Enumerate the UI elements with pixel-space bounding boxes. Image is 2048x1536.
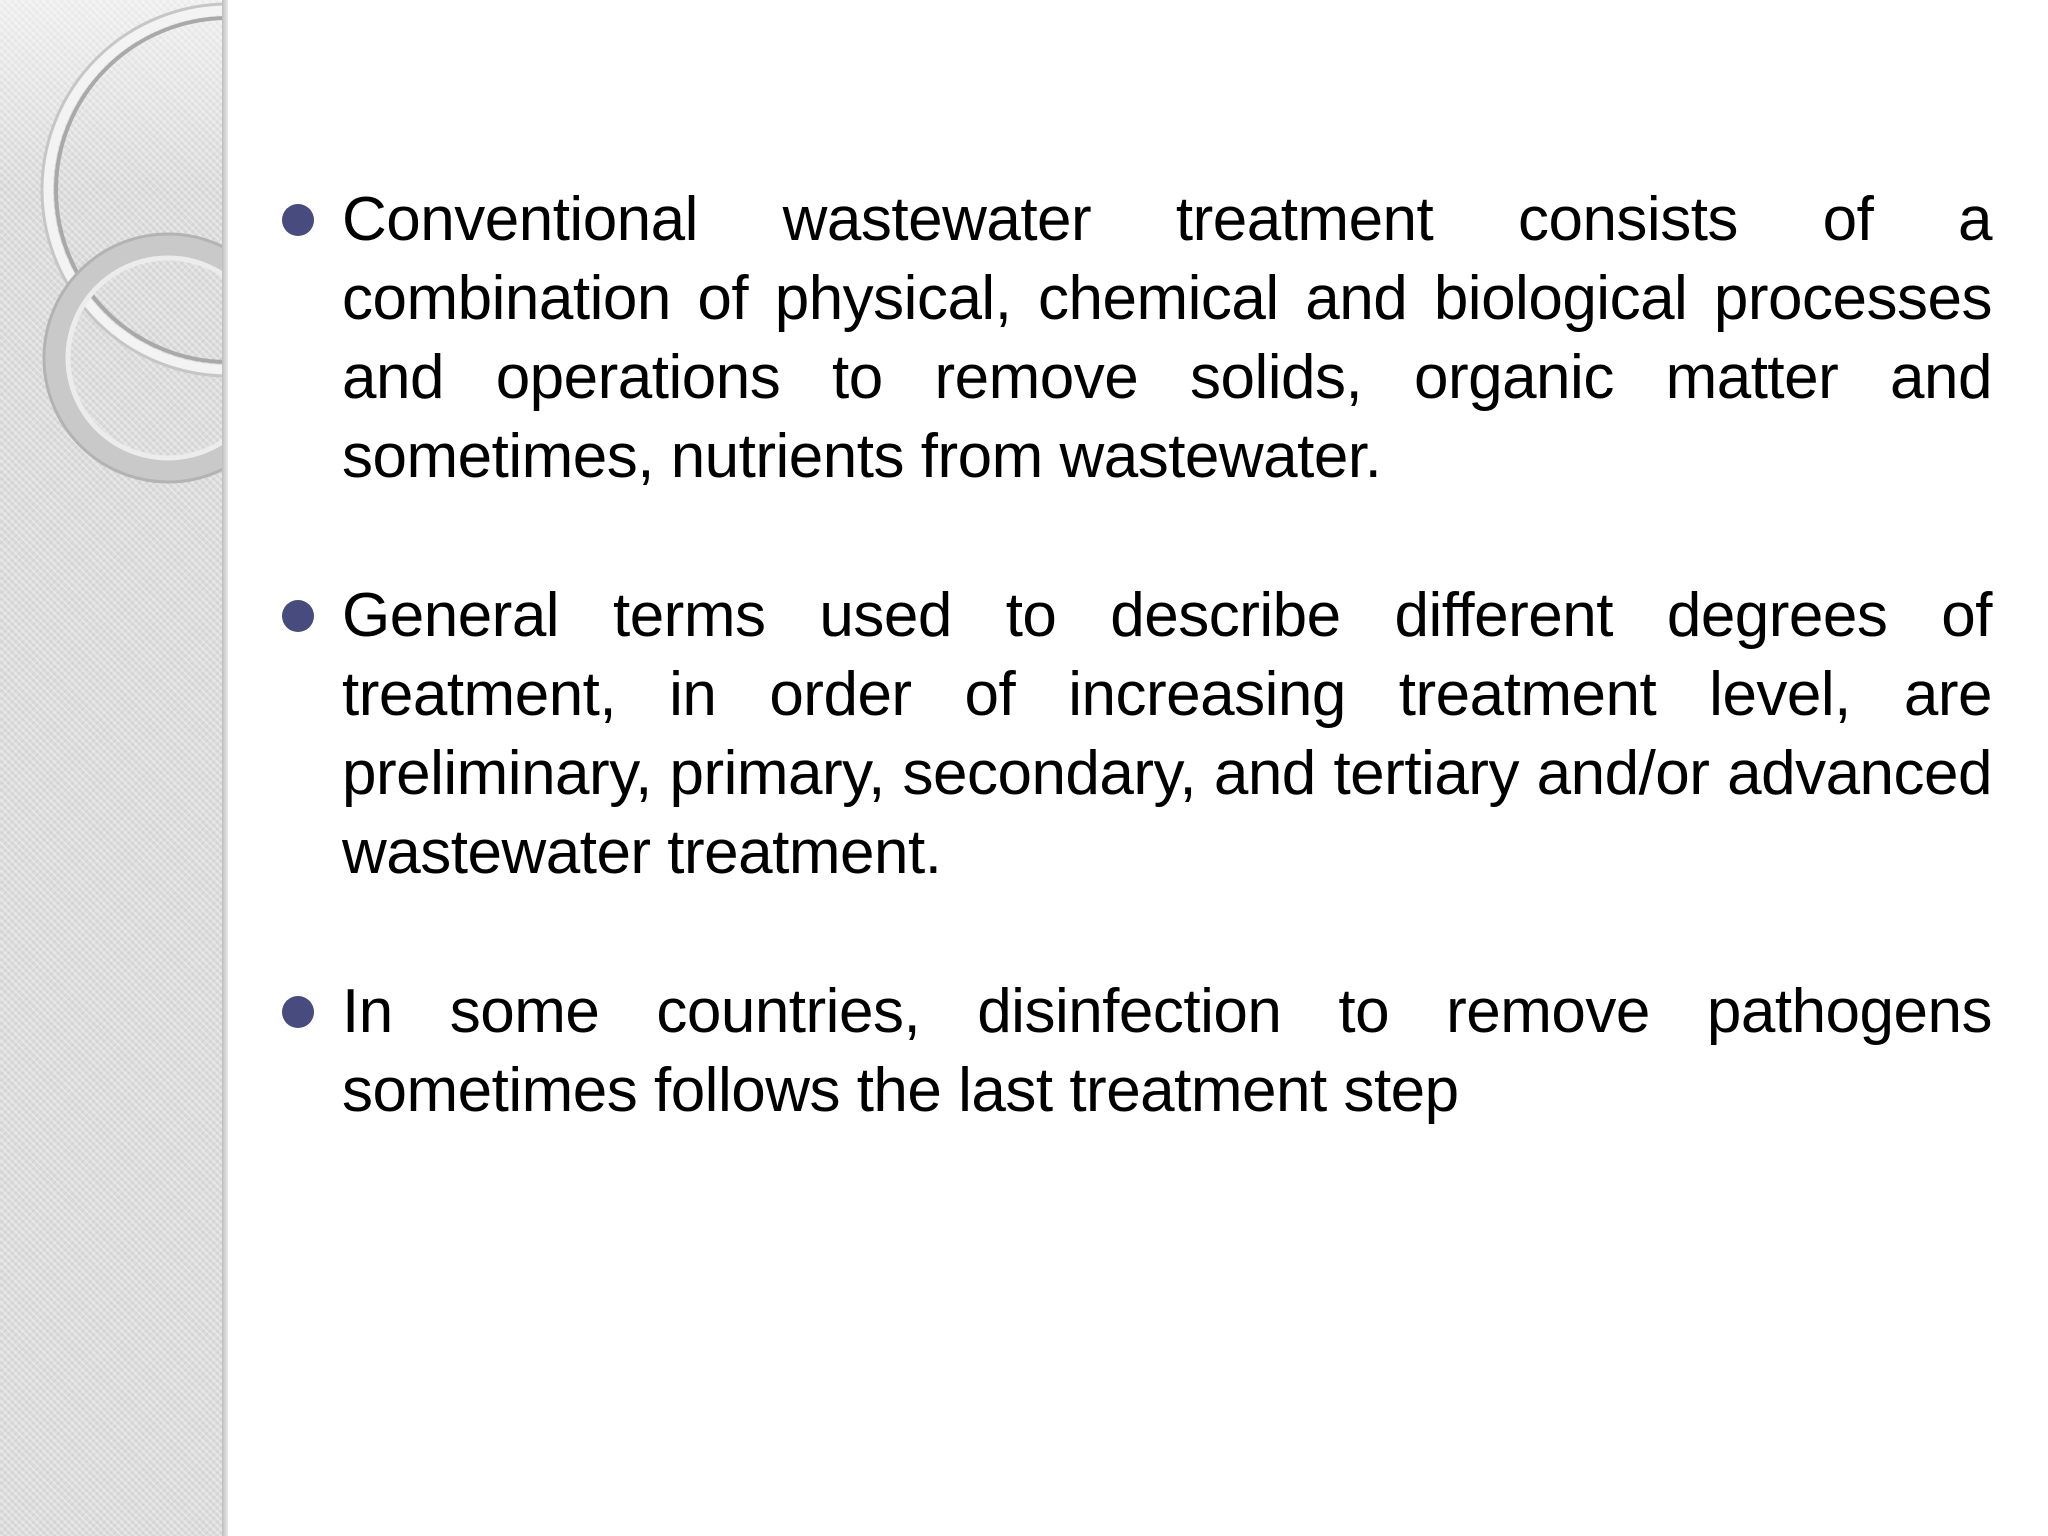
bullet-dot-icon — [282, 996, 314, 1028]
concentric-rings-icon — [0, 0, 226, 560]
bullet-dot-icon — [282, 600, 314, 632]
bullet-item-3 — [280, 972, 1992, 1130]
bullet-dot-icon — [282, 204, 314, 236]
bullet-text: Conventional wastewater treatment consists of a combination of physical, chemical and biological processes and operations to remove solids, organic matter and sometimes, nutrients from wastewater. — [342, 185, 1992, 491]
side-decoration-panel — [0, 0, 226, 1536]
bullet-list — [280, 180, 1992, 1210]
bullet-item-2 — [280, 576, 1992, 892]
bullet-text: In some countries, disinfection to remove pathogens sometimes follows the last treatment step — [342, 977, 1992, 1125]
bullet-text: General terms used to describe different degrees of treatment, in order of increasing treatment level, are preliminary, primary, secondary, and tertiary and/or advanced wastewater treatment. — [342, 581, 1992, 887]
side-panel-edge — [222, 0, 228, 1536]
bullet-item-1 — [280, 180, 1992, 496]
